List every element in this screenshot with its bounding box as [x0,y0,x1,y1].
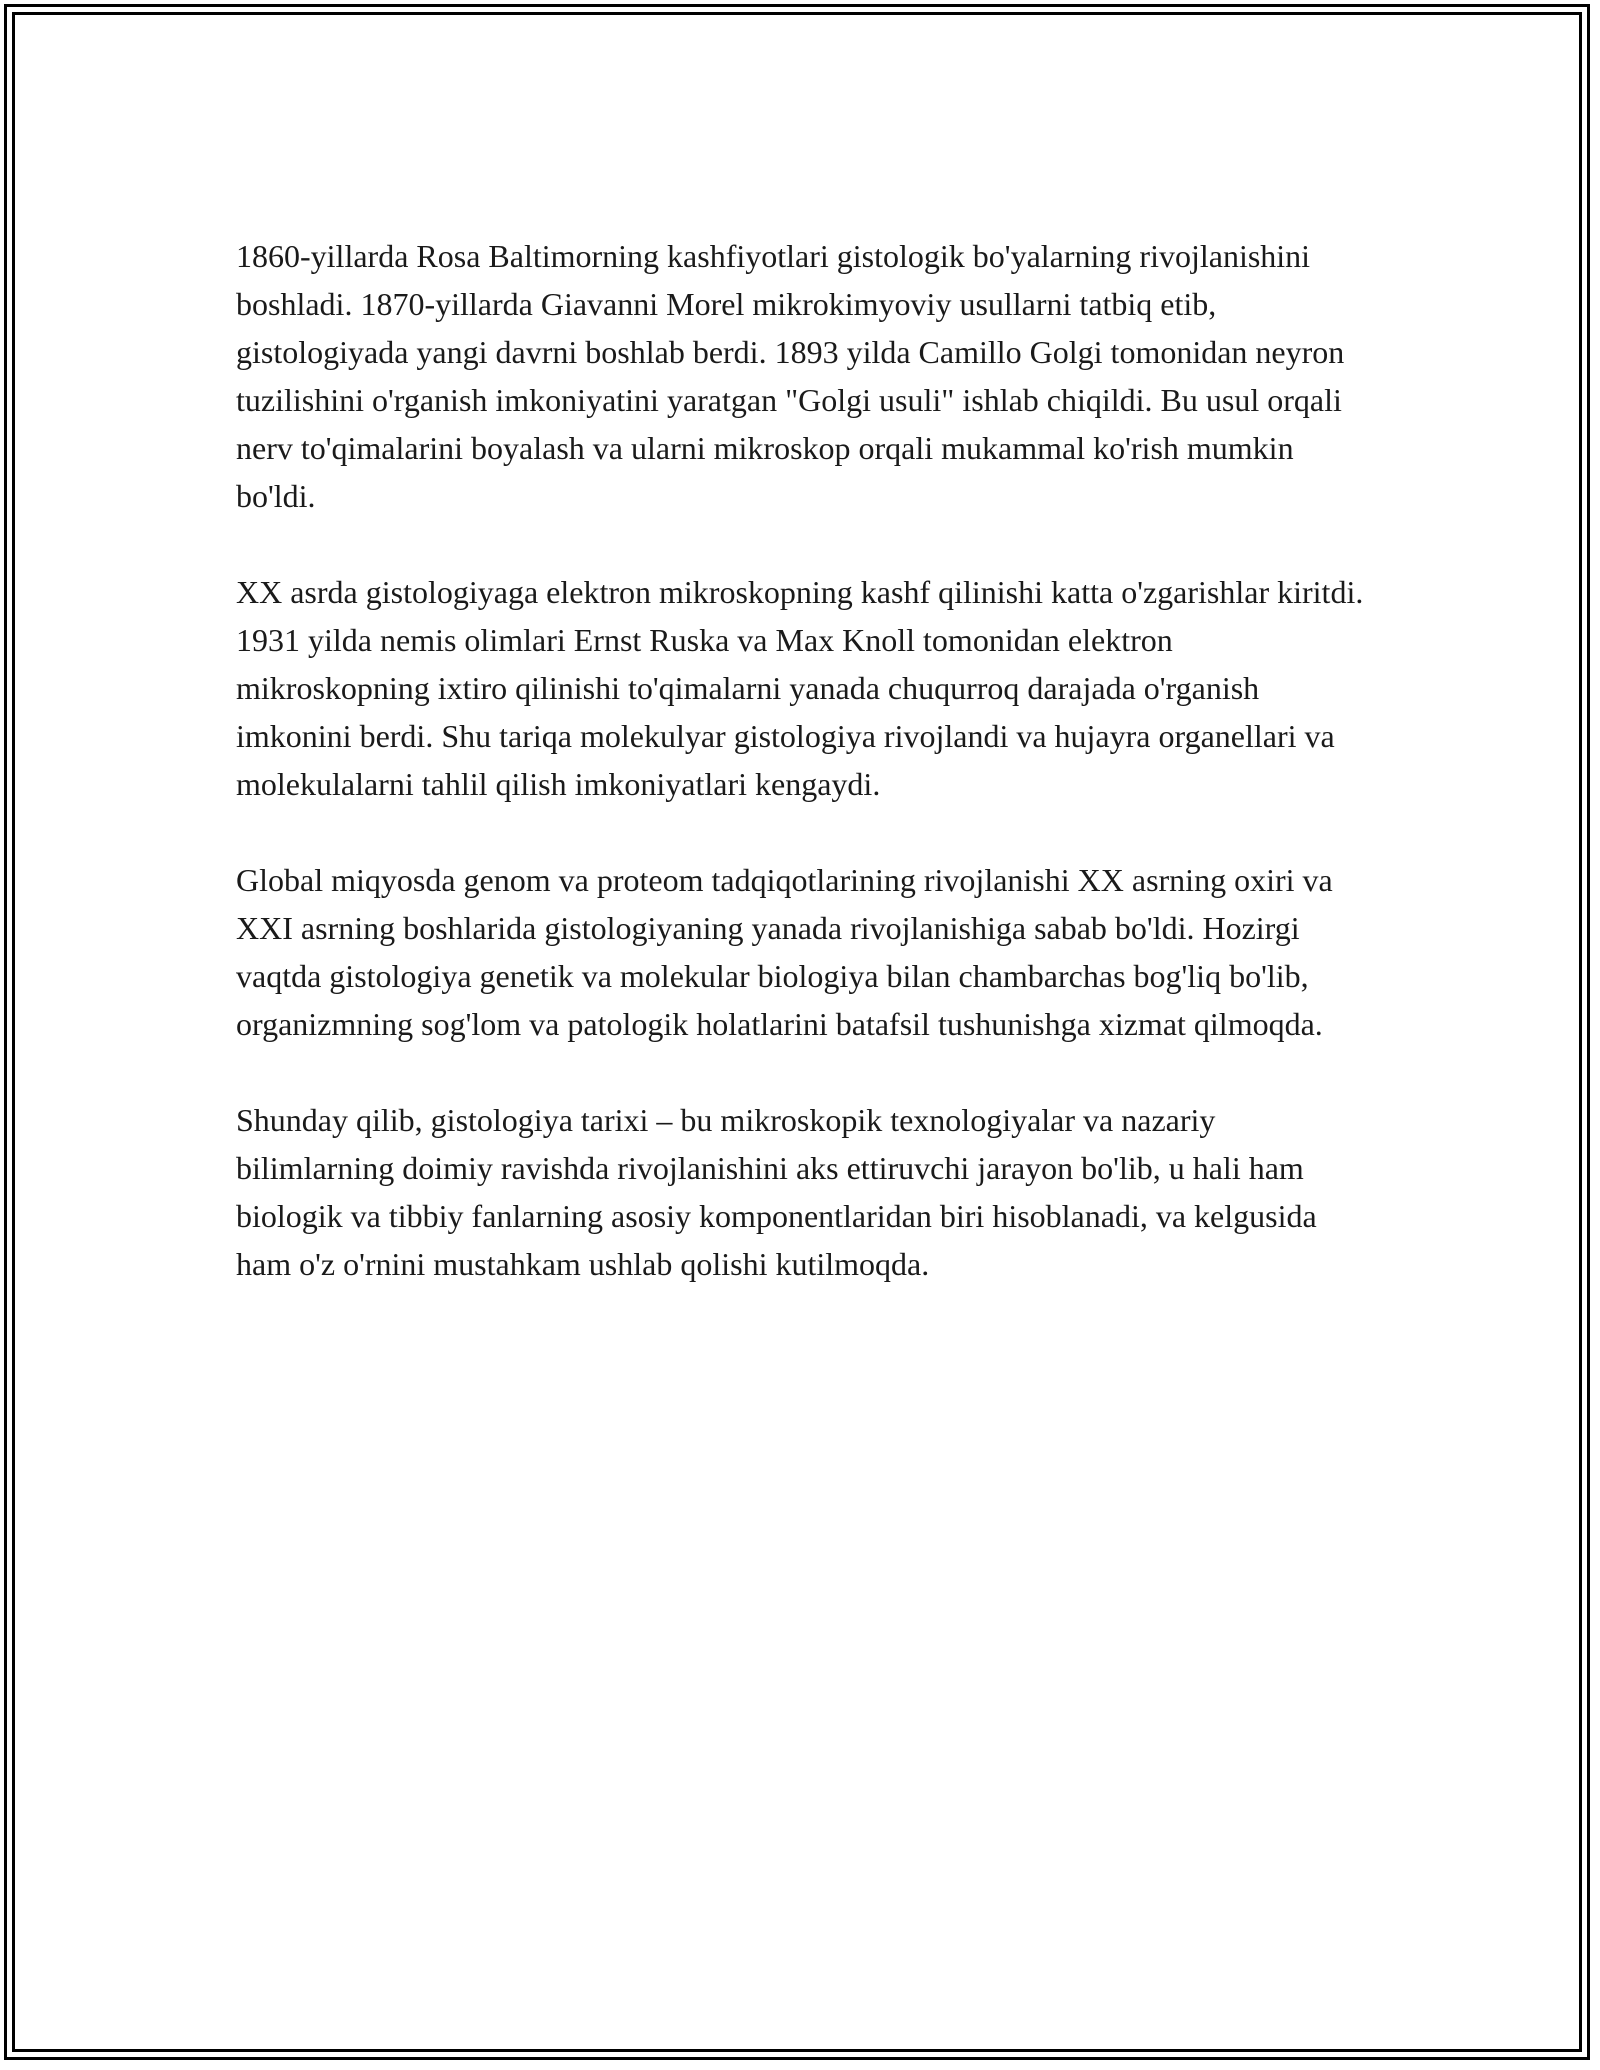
paragraph-2: XX asrda gistologiyaga elektron mikroskopning kashf qilinishi katta o'zgarishlar kiritdi. 1931 yilda nemis olimlari Ernst Ruska va Max Knoll tomonidan elektron mikroskopning ixtiro qilinishi to'qimalarni yanada chuqurroq darajada o'rganish imkonini berdi. Shu tariqa molekulyar gistologiya rivojlandi va hujayra organellari va molekulalarni tahlil qilish imkoniyatlari kengaydi. [236,574,1364,802]
paragraph-1: 1860-yillarda Rosa Baltimorning kashfiyotlari gistologik bo'yalarning rivojlanishini boshladi. 1870-yillarda Giavanni Morel mikrokimyoviy usullarni tatbiq etib, gistologiyada yangi davrni boshlab berdi. 1893 yilda Camillo Golgi tomonidan neyron tuzilishini o'rganish imkoniyatini yaratgan "Golgi usuli" ishlab chiqildi. Bu usul orqali nerv to'qimalarini boyalash va ularni mikroskop orqali mukammal ko'rish mumkin bo'ldi. [236,238,1345,514]
paragraph-4: Shunday qilib, gistologiya tarixi – bu mikroskopik texnologiyalar va nazariy bilimlarning doimiy ravishda rivojlanishini aks ettiruvchi jarayon bo'lib, u hali ham biologik va tibbiy fanlarning asosiy komponentlaridan biri hisoblanadi, va kelgusida ham o'z o'rnini mustahkam ushlab qolishi kutilmoqda. [236,1102,1317,1282]
paragraph-3: Global miqyosda genom va proteom tadqiqotlarining rivojlanishi XX asrning oxiri va XXI asrning boshlarida gistologiyaning yanada rivojlanishiga sabab bo'ldi. Hozirgi vaqtda gistologiya genetik va molekular biologiya bilan chambarchas bog'liq bo'lib, organizmning sog'lom va patologik holatlarini batafsil tushunishga xizmat qilmoqda. [236,862,1333,1042]
document-body [236,232,1366,1336]
